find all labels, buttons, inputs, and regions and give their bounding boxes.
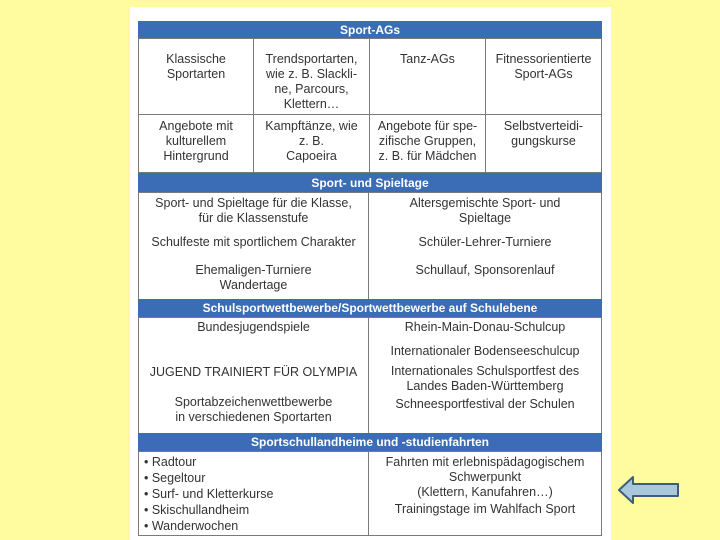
section-header-wettbewerbe: Schulsportwettbewerbe/Sportwettbewerbe auf Schulebene [138, 299, 602, 317]
list-item: • Surf- und Kletterkurse [144, 487, 274, 501]
wettbewerbe-cell: Bundesjugendspiele [197, 320, 310, 334]
wettbewerbe-grid [138, 317, 602, 434]
landheime-cell: Fahrten mit erlebnispädagogischem Schwerpunkt (Klettern, Kanufahren…) [385, 455, 585, 499]
landheime-cell: Trainingstage im Wahlfach Sport [394, 502, 576, 516]
list-item: • Radtour [144, 455, 197, 469]
sport-ags-cell: Klassische Sportarten [166, 52, 226, 81]
spieltage-cell: Sport- und Spieltage für die Klasse, für die Klassenstufe [155, 196, 352, 225]
wettbewerbe-cell: Rhein-Main-Donau-Schulcup [404, 320, 566, 334]
spieltage-cell: Schullauf, Sponsorenlauf [415, 263, 555, 277]
sport-ags-cell: Angebote mit kulturellem Hintergrund [159, 119, 233, 163]
sport-ags-cell: Fitnessorientierte Sport-AGs [495, 52, 592, 81]
section-header-sport-ags: Sport-AGs [138, 21, 602, 38]
spieltage-cell: Ehemaligen-Turniere Wandertage [195, 263, 312, 292]
sport-ags-cell: Tanz-AGs [400, 52, 455, 66]
sport-ags-cell: Angebote für spe- zifische Gruppen, z. B. für Mädchen [377, 119, 478, 163]
list-item: • Wanderwochen [144, 519, 239, 533]
sport-ags-cell: Trendsportarten, wie z. B. Slackli- ne, Parcours, Klettern… [265, 52, 358, 111]
sport-ags-cell: Kampftänze, wie z. B. Capoeira [265, 119, 358, 163]
wettbewerbe-cell: Internationales Schulsportfest des Landes Baden-Württemberg [390, 364, 580, 393]
list-item: • Segeltour [144, 471, 206, 485]
spieltage-grid [138, 192, 602, 304]
sport-ags-grid [138, 38, 602, 173]
sport-offer-table [138, 21, 602, 536]
landheime-grid [138, 451, 602, 536]
sport-ags-cell: Selbstverteidi- gungskurse [503, 119, 584, 148]
spieltage-cell: Schüler-Lehrer-Turniere [418, 235, 552, 249]
document-page [130, 7, 611, 540]
list-item: • Skischullandheim [144, 503, 250, 517]
back-arrow-icon[interactable] [618, 475, 680, 505]
wettbewerbe-cell: JUGEND TRAINIERT FÜR OLYMPIA [149, 365, 358, 379]
wettbewerbe-cell: Internationaler Bodenseeschulcup [390, 344, 580, 358]
spieltage-cell: Schulfeste mit sportlichem Charakter [151, 235, 356, 249]
wettbewerbe-cell: Sportabzeichenwettbewerbe in verschiedenen Sportarten [174, 395, 333, 424]
section-header-landheime: Sportschullandheime und -studienfahrten [138, 433, 602, 451]
wettbewerbe-cell: Schneesportfestival der Schulen [395, 397, 575, 411]
section-header-spieltage: Sport- und Spieltage [138, 173, 602, 192]
landheime-list [144, 454, 273, 534]
spieltage-cell: Altersgemischte Sport- und Spieltage [409, 196, 561, 225]
